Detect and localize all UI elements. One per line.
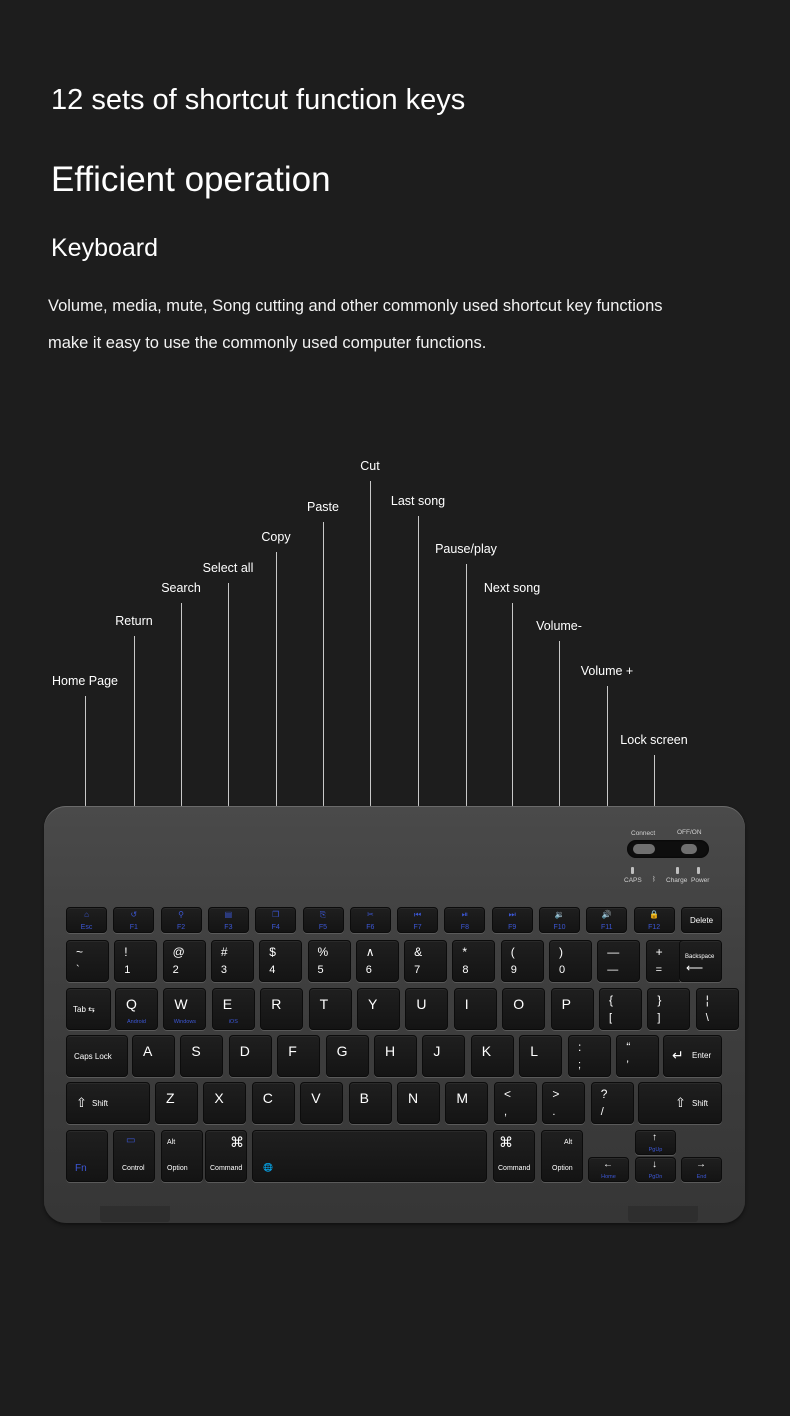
callout-label: Copy: [261, 530, 291, 544]
key-space[interactable]: [252, 1130, 487, 1182]
key-label: Fn: [75, 1163, 87, 1174]
function-icon: ↺: [130, 910, 138, 919]
key-label: (: [510, 945, 515, 959]
function-label: F6: [366, 924, 375, 931]
key-number[interactable]: [597, 940, 640, 982]
key-label: Enter: [692, 1051, 712, 1060]
key-number[interactable]: [114, 940, 157, 982]
key-label: PgDn: [648, 1174, 663, 1180]
key-number[interactable]: [308, 940, 351, 982]
key-label: 2: [172, 964, 179, 976]
key-label: F: [288, 1043, 297, 1059]
shift-icon: ⇧: [76, 1095, 87, 1110]
function-label: F10: [553, 924, 566, 931]
key-arrow-up[interactable]: [635, 1130, 676, 1155]
key-label: D: [239, 1043, 250, 1059]
key-label: Y: [368, 996, 378, 1012]
key-f1[interactable]: [113, 907, 154, 933]
key-x[interactable]: [203, 1082, 246, 1124]
key-label: C: [262, 1090, 273, 1106]
key-label: %: [317, 945, 329, 959]
connect-label: Connect: [631, 830, 656, 837]
key-h[interactable]: [374, 1035, 417, 1077]
key-label: W: [174, 996, 188, 1012]
key-label: ,: [504, 1106, 508, 1118]
key-fn[interactable]: [66, 1130, 108, 1182]
key-m[interactable]: [445, 1082, 488, 1124]
key-a[interactable]: [132, 1035, 175, 1077]
key-number[interactable]: [259, 940, 302, 982]
key-label: >: [552, 1087, 560, 1101]
key-label: J: [433, 1043, 441, 1059]
key-enter[interactable]: [663, 1035, 722, 1077]
callout-label: Select all: [202, 561, 254, 575]
key-label: P: [561, 996, 571, 1012]
key-punctuation[interactable]: [696, 988, 739, 1030]
key-shift-left[interactable]: [66, 1082, 150, 1124]
key-label: A: [143, 1043, 153, 1059]
key-label: &: [414, 945, 423, 959]
key-label: V: [311, 1090, 321, 1106]
key-punctuation[interactable]: [616, 1035, 659, 1077]
key-control[interactable]: [113, 1130, 155, 1182]
arrow-right-icon: →: [696, 1159, 706, 1170]
function-label: F3: [224, 924, 233, 931]
function-icon: 🔉: [554, 910, 565, 919]
key-f8[interactable]: [444, 907, 485, 933]
key-q[interactable]: [115, 988, 158, 1030]
key-w[interactable]: [163, 988, 206, 1030]
key-label: !: [124, 945, 128, 959]
key-label: Delete: [690, 916, 714, 925]
key-label: `: [76, 964, 80, 976]
caps-label: CAPS: [624, 877, 642, 884]
connect-knob: [633, 844, 655, 854]
key-label: {: [609, 993, 614, 1007]
key-label: @: [172, 945, 185, 959]
key-f9[interactable]: [492, 907, 533, 933]
function-label: F4: [271, 924, 280, 931]
key-label: PgUp: [648, 1147, 663, 1153]
key-label: Control: [122, 1165, 145, 1172]
arrow-up-icon: ↑: [652, 1132, 657, 1143]
key-label: 6: [365, 964, 372, 976]
key-delete[interactable]: [681, 907, 722, 933]
key-label: 8: [462, 964, 469, 976]
key-label: .: [552, 1106, 556, 1118]
function-label: F9: [508, 924, 517, 931]
description: Volume, media, mute, Song cutting and other commonly used shortcut key functions make it easy to use the commonly used computer functions.: [48, 297, 663, 352]
key-f7[interactable]: [397, 907, 438, 933]
key-label: +: [655, 945, 663, 959]
key-punctuation[interactable]: [591, 1082, 634, 1124]
key-esc[interactable]: [66, 907, 107, 933]
function-icon: ✂: [366, 910, 374, 919]
power-label: Power: [691, 877, 710, 884]
function-label: F8: [460, 924, 469, 931]
key-f6[interactable]: [350, 907, 391, 933]
key-label: ]: [657, 1012, 661, 1024]
key-label: M: [456, 1090, 469, 1106]
key-label: R: [271, 996, 282, 1012]
key-label: K: [481, 1043, 492, 1059]
callout-label: Search: [161, 581, 201, 595]
headline: 12 sets of shortcut function keys: [51, 84, 466, 116]
key-label: O: [513, 996, 525, 1012]
key-o[interactable]: [502, 988, 545, 1030]
function-label: F7: [413, 924, 422, 931]
key-command-right[interactable]: [493, 1130, 535, 1182]
function-label: F12: [648, 924, 661, 931]
key-arrow-down[interactable]: [635, 1157, 676, 1182]
key-shift-right[interactable]: [638, 1082, 722, 1124]
key-f4[interactable]: [255, 907, 296, 933]
key-alt-left[interactable]: [161, 1130, 203, 1182]
key-os-sublabel: Windows: [173, 1019, 197, 1025]
function-icon: 🔒: [649, 910, 660, 919]
key-label: L: [530, 1043, 538, 1059]
key-f3[interactable]: [208, 907, 249, 933]
key-punctuation[interactable]: [647, 988, 690, 1030]
key-e[interactable]: [212, 988, 255, 1030]
callout-label: Cut: [360, 459, 380, 473]
key-punctuation[interactable]: [599, 988, 642, 1030]
caps-led: [631, 867, 634, 874]
page-subtitle: Keyboard: [51, 234, 159, 262]
key-label: \: [705, 1012, 709, 1024]
callout-label: Pause/play: [435, 542, 497, 556]
key-g[interactable]: [326, 1035, 369, 1077]
key-f12[interactable]: [634, 907, 675, 933]
key-backspace[interactable]: [679, 940, 722, 982]
key-label: Alt: [564, 1139, 573, 1146]
key-label: ∧: [365, 945, 375, 959]
key-label: 9: [510, 964, 517, 976]
key-f11[interactable]: [586, 907, 627, 933]
charge-label: Charge: [666, 877, 688, 884]
key-label: ;: [578, 1059, 582, 1071]
key-j[interactable]: [422, 1035, 465, 1077]
key-label: S: [191, 1043, 201, 1059]
function-icon: ▤: [224, 910, 233, 919]
key-label: T: [319, 996, 329, 1012]
callout-label: Return: [115, 614, 153, 628]
key-label: Tab ⇆: [73, 1005, 95, 1014]
key-label: 0: [559, 964, 566, 976]
key-y[interactable]: [357, 988, 400, 1030]
key-label: End: [696, 1174, 707, 1180]
key-number[interactable]: [211, 940, 254, 982]
key-label: Alt: [167, 1139, 176, 1146]
key-number[interactable]: [356, 940, 399, 982]
function-icon: ⏮: [413, 910, 422, 919]
key-f10[interactable]: [539, 907, 580, 933]
key-label: G: [336, 1043, 348, 1059]
key-v[interactable]: [300, 1082, 343, 1124]
key-number[interactable]: [501, 940, 544, 982]
key-label: Command: [210, 1165, 243, 1172]
key-number[interactable]: [549, 940, 592, 982]
function-icon: 🔊: [601, 910, 612, 919]
key-s[interactable]: [180, 1035, 223, 1077]
arrow-left-icon: ←: [603, 1159, 613, 1170]
key-f[interactable]: [277, 1035, 320, 1077]
command-icon: ⌘: [230, 1134, 244, 1150]
key-label: “: [626, 1040, 631, 1054]
key-label: Shift: [692, 1099, 709, 1108]
power-switch-label: OFF/ON: [677, 829, 702, 836]
key-caps-lock[interactable]: [66, 1035, 128, 1077]
function-label: F5: [318, 924, 328, 931]
function-icon: ⚲: [178, 910, 185, 919]
key-label: X: [214, 1090, 224, 1106]
key-label: U: [416, 996, 427, 1012]
key-label: Q: [126, 996, 137, 1012]
key-punctuation[interactable]: [542, 1082, 585, 1124]
key-label: ~: [76, 945, 84, 959]
key-r[interactable]: [260, 988, 303, 1030]
key-label: Option: [552, 1165, 573, 1172]
key-u[interactable]: [405, 988, 448, 1030]
command-icon: ⌘: [499, 1134, 513, 1150]
key-number[interactable]: [452, 940, 495, 982]
callout-label: Home Page: [51, 674, 119, 688]
callout-label: Volume +: [580, 664, 634, 678]
key-label: Backspace: [685, 954, 715, 960]
key-label: ¦: [705, 993, 709, 1007]
key-label: N: [408, 1090, 419, 1106]
key-d[interactable]: [229, 1035, 272, 1077]
keyboard-icon: ▭: [126, 1135, 136, 1146]
power-knob: [681, 844, 697, 854]
arrow-down-icon: ↓: [652, 1159, 657, 1170]
key-label: 7: [414, 964, 421, 976]
key-label: B: [359, 1090, 369, 1106]
key-n[interactable]: [397, 1082, 440, 1124]
callout-label: Lock screen: [620, 733, 688, 747]
key-command-left[interactable]: [205, 1130, 247, 1182]
function-icon: ⏯: [461, 910, 469, 919]
key-label: 3: [220, 964, 228, 976]
key-punctuation[interactable]: [494, 1082, 537, 1124]
callout-label: Next song: [483, 581, 541, 595]
page-title: Efficient operation: [51, 160, 331, 199]
key-label: 5: [317, 964, 324, 976]
key-arrow-left[interactable]: [588, 1157, 629, 1182]
shift-icon: ⇧: [675, 1095, 686, 1110]
callout-label: Last song: [390, 494, 446, 508]
function-icon: ⎘: [319, 910, 327, 919]
function-icon: ⏭: [508, 910, 516, 919]
key-label: Z: [166, 1090, 175, 1106]
key-label: :: [578, 1040, 582, 1054]
key-z[interactable]: [155, 1082, 198, 1124]
key-label: —: [607, 964, 619, 976]
callout-label: Volume-: [536, 619, 582, 633]
key-b[interactable]: [349, 1082, 392, 1124]
key-label: Option: [167, 1165, 188, 1172]
function-icon: ⌂: [84, 910, 89, 919]
callout-label: Paste: [307, 500, 339, 514]
key-label: H: [385, 1043, 396, 1059]
key-label: ↵: [672, 1047, 684, 1063]
key-f2[interactable]: [161, 907, 202, 933]
keyboard-foot-right: [628, 1206, 698, 1222]
key-arrow-right[interactable]: [681, 1157, 722, 1182]
key-label: ?: [600, 1087, 608, 1101]
key-i[interactable]: [454, 988, 497, 1030]
function-label: F1: [129, 924, 138, 931]
key-label: ): [559, 945, 563, 959]
key-os-sublabel: Android: [127, 1019, 146, 1025]
globe-icon: 🌐: [263, 1163, 273, 1172]
charge-led: [676, 867, 679, 874]
key-label: E: [222, 996, 233, 1012]
key-alt-right[interactable]: [541, 1130, 583, 1182]
function-label: F11: [601, 924, 613, 931]
key-k[interactable]: [471, 1035, 514, 1077]
key-os-sublabel: iOS: [228, 1019, 238, 1025]
key-p[interactable]: [551, 988, 594, 1030]
key-number[interactable]: [163, 940, 206, 982]
key-label: #: [220, 945, 228, 959]
bluetooth-icon: ᛒ: [652, 876, 656, 883]
key-tab[interactable]: [66, 988, 111, 1030]
key-label: Command: [498, 1165, 531, 1172]
key-label: <: [504, 1087, 512, 1101]
key-label: Home: [601, 1174, 616, 1180]
key-label: I: [464, 996, 469, 1012]
key-label: Caps Lock: [74, 1052, 112, 1061]
power-switch[interactable]: [627, 840, 709, 858]
key-label: ⟵: [686, 961, 704, 975]
key-punctuation[interactable]: [568, 1035, 611, 1077]
key-label: 4: [269, 964, 276, 976]
key-number[interactable]: [66, 940, 109, 982]
key-label: *: [462, 945, 468, 959]
key-c[interactable]: [252, 1082, 295, 1124]
key-label: }: [657, 993, 662, 1007]
key-label: —: [607, 945, 620, 959]
keyboard-foot-left: [100, 1206, 170, 1222]
key-label: [: [609, 1012, 613, 1024]
key-t[interactable]: [309, 988, 352, 1030]
key-label: Shift: [92, 1099, 109, 1108]
power-led: [697, 867, 700, 874]
key-f5[interactable]: [303, 907, 344, 933]
key-label: $: [269, 945, 276, 959]
function-icon: ❐: [272, 910, 280, 919]
key-label: 1: [124, 964, 131, 976]
key-label: =: [655, 964, 663, 976]
function-label: F2: [177, 924, 186, 931]
key-label: ’: [626, 1059, 629, 1071]
key-l[interactable]: [519, 1035, 562, 1077]
key-number[interactable]: [404, 940, 447, 982]
function-label: Esc: [80, 924, 93, 931]
key-label: /: [600, 1106, 604, 1118]
